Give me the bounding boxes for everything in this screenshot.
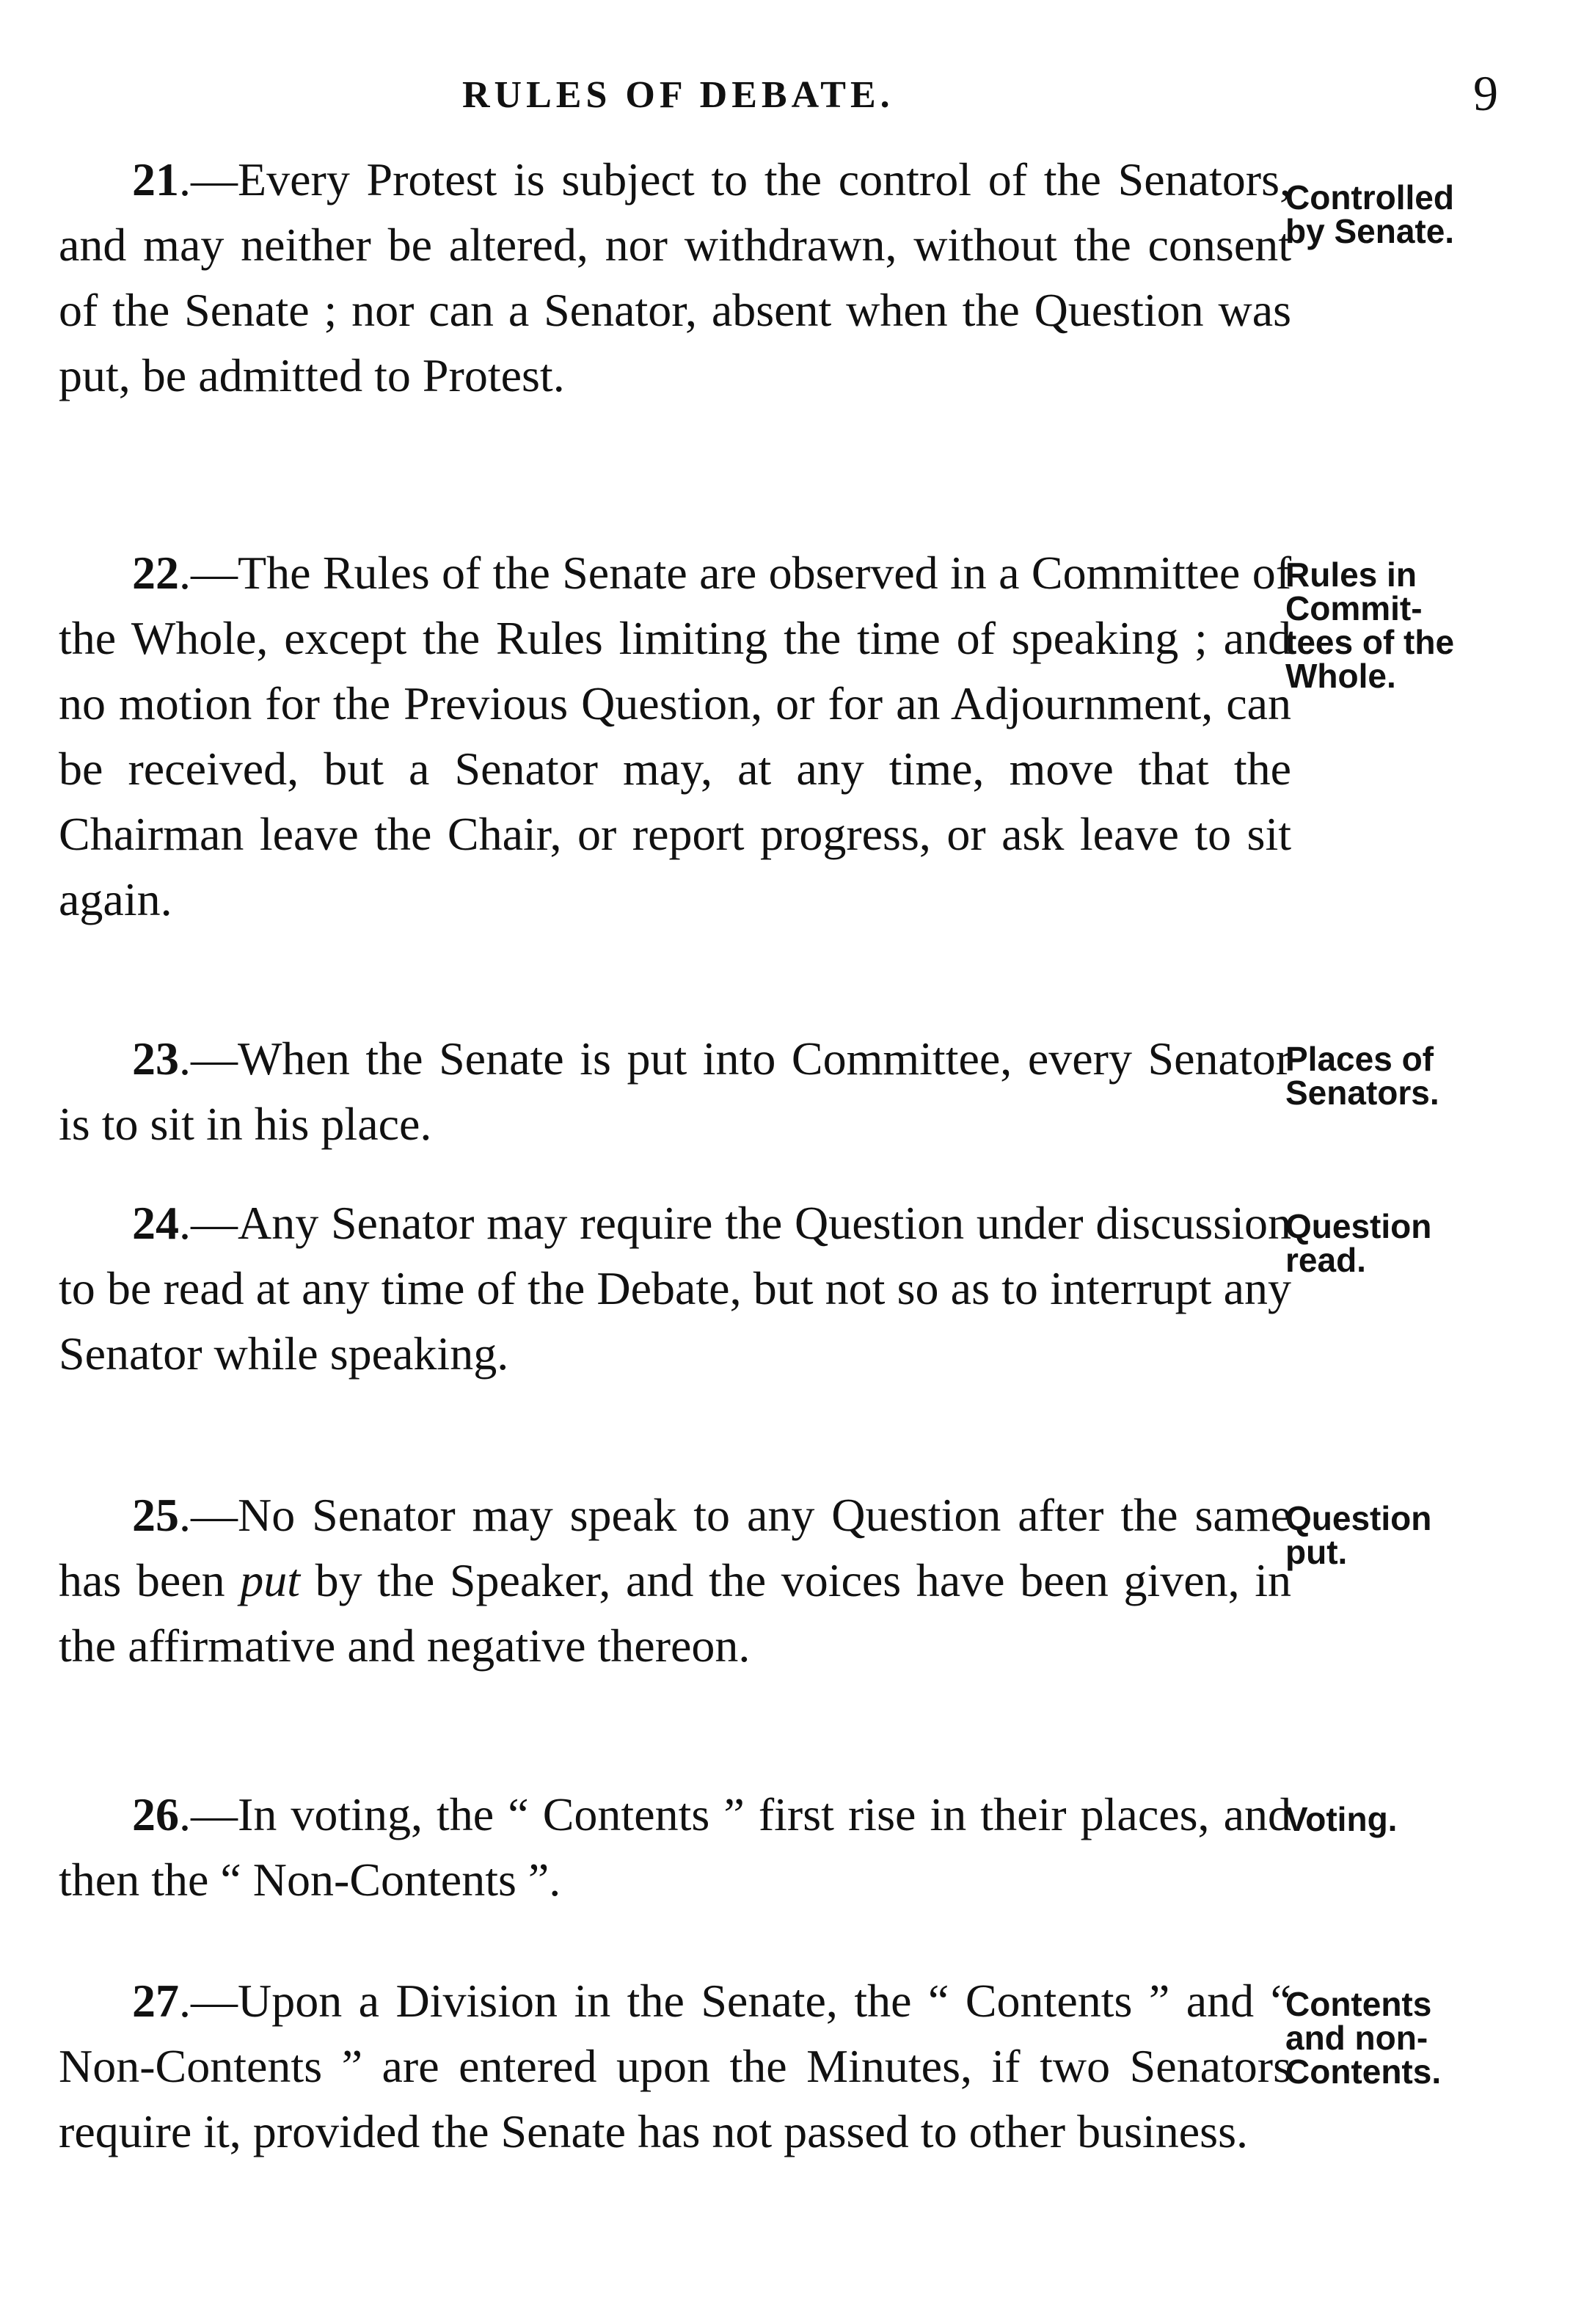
rule-text: .—No Senator may speak to any Question after the same has been (59, 1489, 1291, 1606)
rule-23 (59, 1026, 1291, 1156)
side-note-24: Question read. (1285, 1207, 1432, 1279)
page-number: 9 (1473, 65, 1498, 121)
rule-number: 24 (132, 1197, 179, 1249)
rule-25 (59, 1482, 1291, 1678)
side-note-23: Places of Senators. (1285, 1040, 1439, 1112)
running-title: RULES OF DEBATE. (462, 74, 894, 116)
side-note-27: Contents and non- Contents. (1285, 1985, 1442, 2091)
rule-number: 27 (132, 1975, 179, 2027)
rule-number: 25 (132, 1489, 179, 1541)
rule-number: 22 (132, 547, 179, 599)
rule-number: 21 (132, 153, 179, 205)
side-note-26: Voting. (1285, 1800, 1398, 1838)
rule-text: .—The Rules of the Senate are observed in a Committee of the Whole, except the Rules limiting the time of speaking ; and no motion for the Previous Question, or for an Adjournment, can be received, but a Senator may, at any time, move that the Chairman leave the Chair, or report progress, or ask leave to sit again. (59, 547, 1291, 925)
rule-text: .—In voting, the “ Contents ” first rise in their places, and then the “ Non-Contents ”. (59, 1788, 1291, 1906)
rule-text-italic: put (240, 1554, 301, 1606)
side-note-21: Controlled by Senate. (1285, 178, 1455, 250)
rule-text: .—Every Protest is subject to the control of the Senators, and may neither be altered, nor withdrawn, without the consent of the Senate ; nor can a Senator, absent when the Question was put, be admitted to Protest. (59, 153, 1291, 401)
rule-text: .—Any Senator may require the Question under discussion to be read at any time of the Debate, but not so as to interrupt any Senator while speaking. (59, 1197, 1291, 1380)
rule-22 (59, 540, 1291, 932)
side-note-22: Rules in Commit- tees of the Whole. (1285, 555, 1455, 695)
rule-26 (59, 1782, 1291, 1912)
rule-text: .—When the Senate is put into Committee, every Senator is to sit in his place. (59, 1032, 1291, 1150)
rule-24 (59, 1190, 1291, 1386)
rule-21 (59, 147, 1291, 408)
rule-27 (59, 1968, 1291, 2164)
rule-text: by the Speaker, and the voices have been given, in the affirmative and negative thereon. (59, 1554, 1291, 1672)
rule-number: 23 (132, 1032, 179, 1085)
rule-number: 26 (132, 1788, 179, 1840)
rule-text: .—Upon a Division in the Senate, the “ Contents ” and “ Non-Contents ” are entered upon the Minutes, if two Senators require it, provided the Senate has not passed to other business. (59, 1975, 1291, 2157)
side-note-25: Question put. (1285, 1499, 1432, 1571)
